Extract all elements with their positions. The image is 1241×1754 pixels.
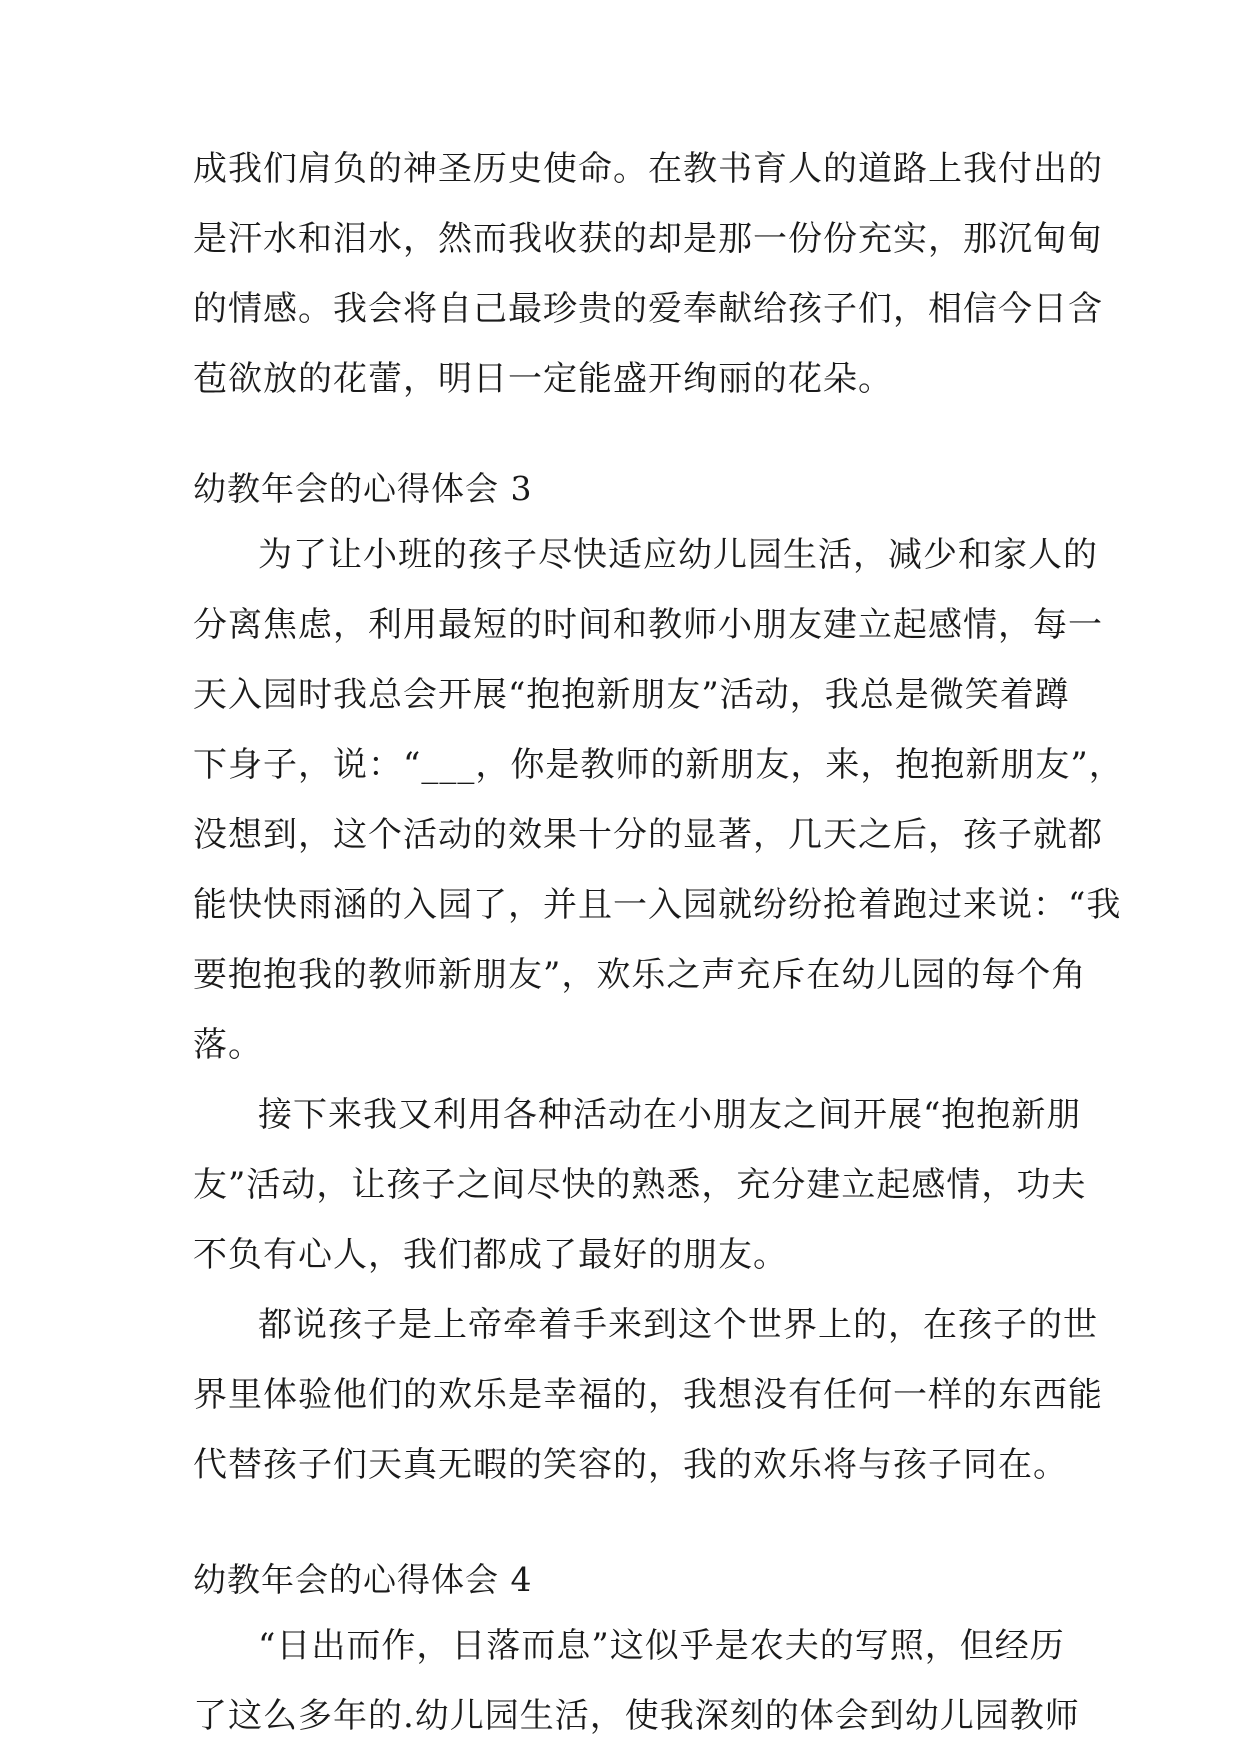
- paragraph-line: 能快快雨涵的入园了，并且一入园就纷纷抢着跑过来说：“我: [193, 885, 1122, 925]
- paragraph-line: 下身子，说：“___，你是教师的新朋友，来，抱抱新朋友”，: [193, 745, 1124, 785]
- paragraph-line: 天入园时我总会开展“抱抱新朋友”活动，我总是微笑着蹲: [193, 675, 1070, 715]
- paragraph-line: 了这么多年的.幼儿园生活，使我深刻的体会到幼儿园教师: [193, 1696, 1080, 1736]
- paragraph-line: 是汗水和泪水，然而我收获的却是那一份份充实，那沉甸甸: [193, 219, 1103, 259]
- paragraph-line: 界里体验他们的欢乐是幸福的，我想没有任何一样的东西能: [193, 1375, 1103, 1415]
- paragraph-line: 友”活动，让孩子之间尽快的熟悉，充分建立起感情，功夫: [193, 1165, 1087, 1205]
- section-heading: 幼教年会的心得体会 3: [193, 469, 533, 508]
- paragraph-line: 苞欲放的花蕾，明日一定能盛开绚丽的花朵。: [193, 359, 893, 399]
- paragraph-line: 为了让小班的孩子尽快适应幼儿园生活，减少和家人的: [258, 535, 1098, 575]
- paragraph-line: 没想到，这个活动的效果十分的显著，几天之后，孩子就都: [193, 815, 1103, 855]
- paragraph-line: 成我们肩负的神圣历史使命。在教书育人的道路上我付出的: [193, 149, 1103, 189]
- paragraph-line: 接下来我又利用各种活动在小朋友之间开展“抱抱新朋: [258, 1095, 1082, 1135]
- paragraph-line: 的情感。我会将自己最珍贵的爱奉献给孩子们，相信今日含: [193, 289, 1103, 329]
- paragraph-line: 分离焦虑，利用最短的时间和教师小朋友建立起感情，每一: [193, 605, 1103, 645]
- paragraph-line: “日出而作，日落而息”这似乎是农夫的写照，但经历: [258, 1626, 1065, 1666]
- paragraph-line: 都说孩子是上帝牵着手来到这个世界上的，在孩子的世: [258, 1305, 1098, 1345]
- paragraph-line: 代替孩子们天真无暇的笑容的，我的欢乐将与孩子同在。: [193, 1445, 1068, 1485]
- paragraph-line: 落。: [193, 1025, 263, 1065]
- paragraph-line: 要抱抱我的教师新朋友”，欢乐之声充斥在幼儿园的每个角: [193, 955, 1087, 995]
- section-heading: 幼教年会的心得体会 4: [193, 1560, 533, 1599]
- paragraph-line: 不负有心人，我们都成了最好的朋友。: [193, 1235, 788, 1275]
